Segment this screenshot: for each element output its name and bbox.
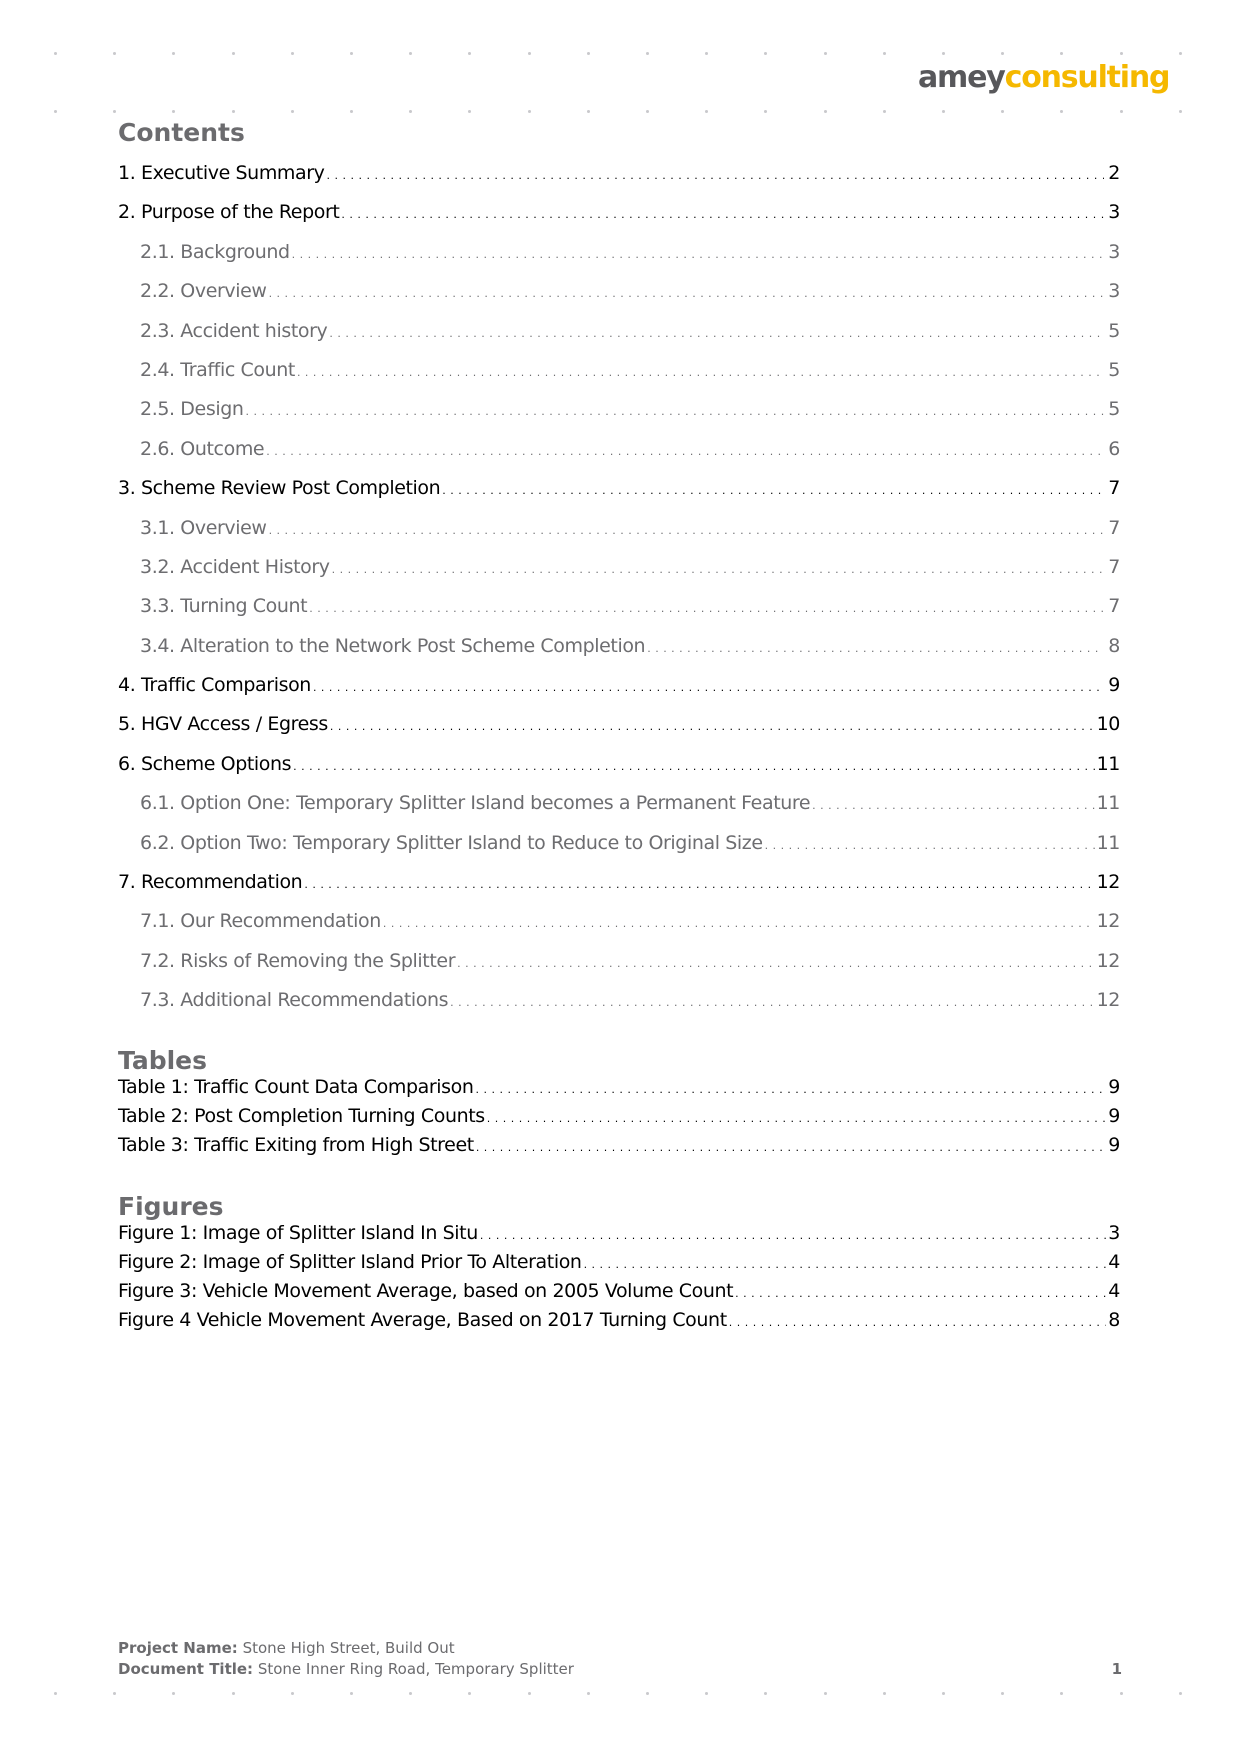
grid-dot <box>528 52 531 55</box>
toc-entry[interactable] <box>118 1251 1120 1280</box>
toc-entry-page: 6 <box>1108 437 1120 460</box>
document-footer <box>118 1638 574 1680</box>
toc-entry[interactable] <box>118 635 1120 674</box>
footer-dot-row <box>0 1692 1240 1696</box>
grid-dot <box>764 1692 767 1695</box>
toc-entry-label: Table 3: Traffic Exiting from High Street <box>118 1134 474 1156</box>
dot-leader <box>480 1222 1106 1244</box>
toc-entry-label: 6.1. Option One: Temporary Splitter Island becomes a Permanent Feature <box>140 792 811 815</box>
toc-entry[interactable] <box>118 477 1120 516</box>
grid-dot <box>232 52 235 55</box>
grid-dot <box>468 52 471 55</box>
toc-entry-label: 5. HGV Access / Egress <box>118 713 328 736</box>
grid-dot <box>1060 1692 1063 1695</box>
tables-heading: Tables <box>118 1046 208 1075</box>
dot-leader <box>304 871 1094 893</box>
project-name-label: Project Name: <box>118 1639 238 1657</box>
grid-dot <box>113 110 116 113</box>
toc-entry-label: 7.1. Our Recommendation <box>140 910 381 933</box>
toc-entry-label: 3.3. Turning Count <box>140 595 308 618</box>
grid-dot <box>409 110 412 113</box>
toc-entry-page: 3 <box>1108 1222 1120 1244</box>
header-dot-row-top <box>0 52 1240 56</box>
toc-entry-page: 12 <box>1096 949 1120 972</box>
grid-dot <box>764 110 767 113</box>
toc-entry[interactable] <box>118 753 1120 792</box>
toc-entry-label: Table 1: Traffic Count Data Comparison <box>118 1076 474 1098</box>
toc-entry[interactable] <box>118 517 1120 556</box>
toc-entry[interactable] <box>118 359 1120 398</box>
grid-dot <box>1120 1692 1123 1695</box>
footer-project-name <box>118 1638 574 1659</box>
grid-dot <box>1060 52 1063 55</box>
grid-dot <box>172 1692 175 1695</box>
toc-entry[interactable] <box>118 674 1120 713</box>
grid-dot <box>350 52 353 55</box>
grid-dot <box>883 1692 886 1695</box>
dot-leader <box>476 1076 1107 1098</box>
grid-dot <box>705 110 708 113</box>
dot-leader <box>297 359 1104 381</box>
toc-entry[interactable] <box>118 280 1120 319</box>
page-number: 1 <box>1111 1660 1122 1678</box>
toc-entry[interactable] <box>118 1280 1120 1309</box>
dot-leader <box>332 556 1104 578</box>
toc-entry-page: 2 <box>1108 162 1120 184</box>
toc-entry-page: 11 <box>1096 752 1120 775</box>
grid-dot <box>1001 110 1004 113</box>
amey-consulting-logo <box>918 60 1169 96</box>
toc-entry-page: 7 <box>1108 516 1120 539</box>
toc-entry-label: 1. Executive Summary <box>118 162 325 184</box>
dot-leader <box>383 910 1095 932</box>
toc-entry-page: 3 <box>1108 201 1120 224</box>
grid-dot <box>1179 110 1182 113</box>
grid-dot <box>468 1692 471 1695</box>
dot-leader <box>476 1134 1106 1156</box>
grid-dot <box>468 110 471 113</box>
dot-leader <box>487 1105 1107 1127</box>
toc-entry[interactable] <box>118 320 1120 359</box>
toc-entry[interactable] <box>118 162 1120 201</box>
toc-entry-page: 12 <box>1096 871 1120 894</box>
grid-dot <box>587 110 590 113</box>
grid-dot <box>528 110 531 113</box>
grid-dot <box>1120 110 1123 113</box>
toc-entry[interactable] <box>118 1309 1120 1338</box>
dot-leader <box>309 595 1104 617</box>
toc-entry-label: 2.2. Overview <box>140 280 267 303</box>
toc-entry[interactable] <box>118 1222 1120 1251</box>
dot-leader <box>341 201 1104 223</box>
grid-dot <box>587 52 590 55</box>
toc-entry[interactable] <box>118 989 1120 1028</box>
dot-leader <box>269 517 1104 539</box>
toc-entry[interactable] <box>118 1134 1120 1163</box>
toc-entry-label: 6. Scheme Options <box>118 752 292 775</box>
toc-entry-page: 4 <box>1108 1251 1120 1273</box>
dot-leader <box>292 241 1104 263</box>
toc-entry-page: 5 <box>1108 398 1120 421</box>
grid-dot <box>1120 52 1123 55</box>
toc-entry-page: 9 <box>1108 674 1120 697</box>
grid-dot <box>350 110 353 113</box>
toc-entry-label: 3.4. Alteration to the Network Post Scheme Completion <box>140 634 646 657</box>
grid-dot <box>883 110 886 113</box>
toc-entry-page: 8 <box>1108 634 1120 657</box>
grid-dot <box>409 1692 412 1695</box>
dot-leader <box>313 674 1104 696</box>
toc-entry-label: 3. Scheme Review Post Completion <box>118 477 441 500</box>
toc-entry-label: Figure 2: Image of Splitter Island Prior To Alteration <box>118 1251 582 1273</box>
toc-entry-page: 11 <box>1096 792 1120 815</box>
toc-entry-page: 4 <box>1108 1280 1120 1302</box>
dot-leader <box>647 635 1104 657</box>
dot-leader <box>735 1280 1106 1302</box>
grid-dot <box>1179 1692 1182 1695</box>
toc-entry[interactable] <box>118 595 1120 634</box>
logo-amey-text: amey <box>918 60 1005 95</box>
toc-entry-page: 3 <box>1108 240 1120 263</box>
toc-entry-page: 11 <box>1096 831 1120 854</box>
grid-dot <box>54 1692 57 1695</box>
toc-entry[interactable] <box>118 792 1120 831</box>
toc-entry[interactable] <box>118 871 1120 910</box>
dot-leader <box>330 713 1095 735</box>
toc-entry-label: 3.2. Accident History <box>140 555 330 578</box>
toc-entry-label: Table 2: Post Completion Turning Counts <box>118 1105 485 1127</box>
grid-dot <box>705 1692 708 1695</box>
dot-leader <box>729 1309 1107 1331</box>
table-of-contents <box>118 162 1120 1029</box>
toc-entry-label: Figure 3: Vehicle Movement Average, based on 2005 Volume Count <box>118 1280 734 1302</box>
dot-leader <box>269 280 1104 302</box>
toc-entry-page: 7 <box>1108 477 1120 500</box>
list-of-figures <box>118 1222 1120 1338</box>
dot-leader <box>293 753 1094 775</box>
toc-entry-label: Figure 4 Vehicle Movement Average, Based on 2017 Turning Count <box>118 1309 727 1331</box>
toc-entry-page: 7 <box>1108 595 1120 618</box>
header-dot-row-bottom <box>0 110 1240 114</box>
toc-entry[interactable] <box>118 910 1120 949</box>
toc-entry[interactable] <box>118 713 1120 752</box>
toc-entry-label: 6.2. Option Two: Temporary Splitter Island to Reduce to Original Size <box>140 831 763 854</box>
toc-entry-page: 5 <box>1108 319 1120 342</box>
dot-leader <box>266 438 1104 460</box>
toc-entry[interactable] <box>118 556 1120 595</box>
dot-leader <box>765 832 1095 854</box>
toc-entry-label: 2.4. Traffic Count <box>140 358 295 381</box>
toc-entry-label: 2.1. Background <box>140 240 290 263</box>
footer-document-title <box>118 1659 574 1680</box>
grid-dot <box>54 110 57 113</box>
toc-entry-label: 2.6. Outcome <box>140 437 265 460</box>
grid-dot <box>409 52 412 55</box>
toc-entry[interactable] <box>118 832 1120 871</box>
toc-entry-label: 7.3. Additional Recommendations <box>140 989 449 1012</box>
grid-dot <box>291 110 294 113</box>
toc-entry[interactable] <box>118 438 1120 477</box>
document-title-value: Stone Inner Ring Road, Temporary Splitter <box>257 1660 574 1678</box>
grid-dot <box>1060 110 1063 113</box>
project-name-value: Stone High Street, Build Out <box>242 1639 455 1657</box>
dot-leader <box>584 1251 1107 1273</box>
grid-dot <box>646 1692 649 1695</box>
grid-dot <box>113 52 116 55</box>
grid-dot <box>942 1692 945 1695</box>
toc-entry-page: 5 <box>1108 358 1120 381</box>
dot-leader <box>442 477 1104 499</box>
toc-entry[interactable] <box>118 201 1120 240</box>
dot-leader <box>246 398 1105 420</box>
grid-dot <box>232 1692 235 1695</box>
toc-entry-label: 7.2. Risks of Removing the Splitter <box>140 949 456 972</box>
toc-entry[interactable] <box>118 1076 1120 1105</box>
grid-dot <box>172 52 175 55</box>
document-title-label: Document Title: <box>118 1660 254 1678</box>
grid-dot <box>942 110 945 113</box>
grid-dot <box>113 1692 116 1695</box>
toc-entry-page: 12 <box>1096 910 1120 933</box>
contents-heading: Contents <box>118 118 245 147</box>
toc-entry-page: 10 <box>1096 713 1120 736</box>
toc-entry-page: 12 <box>1096 989 1120 1012</box>
grid-dot <box>232 110 235 113</box>
toc-entry[interactable] <box>118 398 1120 437</box>
toc-entry-page: 3 <box>1108 280 1120 303</box>
toc-entry-label: 2.5. Design <box>140 398 244 421</box>
toc-entry-label: Figure 1: Image of Splitter Island In Situ <box>118 1222 478 1244</box>
dot-leader <box>457 950 1095 972</box>
grid-dot <box>764 52 767 55</box>
grid-dot <box>705 52 708 55</box>
grid-dot <box>291 1692 294 1695</box>
toc-entry-label: 2. Purpose of the Report <box>118 201 340 224</box>
dot-leader <box>812 792 1094 814</box>
dot-leader <box>327 162 1104 184</box>
figures-heading: Figures <box>118 1192 224 1221</box>
logo-consulting-text: consulting <box>1004 60 1170 95</box>
toc-entry-page: 8 <box>1108 1309 1120 1331</box>
grid-dot <box>54 52 57 55</box>
dot-leader <box>329 320 1104 342</box>
toc-entry[interactable] <box>118 1105 1120 1134</box>
list-of-tables <box>118 1076 1120 1163</box>
grid-dot <box>824 110 827 113</box>
grid-dot <box>350 1692 353 1695</box>
toc-entry[interactable] <box>118 241 1120 280</box>
toc-entry-label: 3.1. Overview <box>140 516 267 539</box>
grid-dot <box>824 52 827 55</box>
grid-dot <box>172 110 175 113</box>
grid-dot <box>824 1692 827 1695</box>
toc-entry[interactable] <box>118 950 1120 989</box>
grid-dot <box>942 52 945 55</box>
grid-dot <box>646 52 649 55</box>
toc-entry-label: 7. Recommendation <box>118 871 303 894</box>
grid-dot <box>1001 1692 1004 1695</box>
grid-dot <box>587 1692 590 1695</box>
grid-dot <box>1001 52 1004 55</box>
toc-entry-page: 9 <box>1108 1076 1120 1098</box>
grid-dot <box>1179 52 1182 55</box>
dot-leader <box>450 989 1094 1011</box>
toc-entry-label: 4. Traffic Comparison <box>118 674 311 697</box>
grid-dot <box>528 1692 531 1695</box>
toc-entry-label: 2.3. Accident history <box>140 319 328 342</box>
grid-dot <box>291 52 294 55</box>
toc-entry-page: 9 <box>1108 1134 1120 1156</box>
toc-entry-page: 9 <box>1108 1105 1120 1127</box>
grid-dot <box>646 110 649 113</box>
grid-dot <box>883 52 886 55</box>
toc-entry-page: 7 <box>1108 555 1120 578</box>
